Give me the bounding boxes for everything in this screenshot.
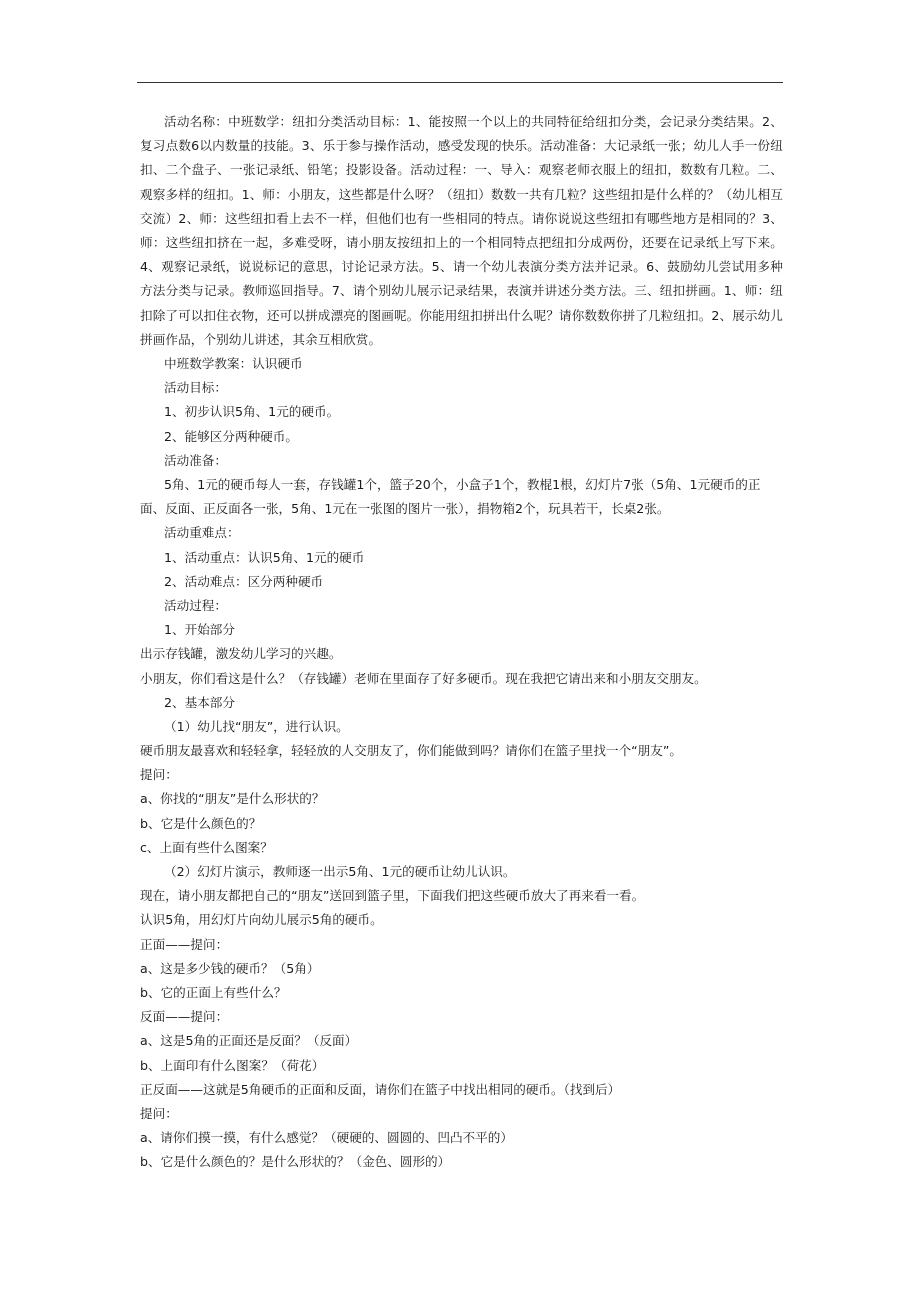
- text-line: c、上面有些什么图案？: [140, 839, 273, 855]
- text-line: a、你找的“朋友”是什么形状的？: [140, 791, 325, 807]
- text-line: b、它的正面上有些什么？: [140, 984, 287, 1000]
- intro-paragraph: 活动名称：中班数学：纽扣分类活动目标：1、能按照一个以上的共同特征给纽扣分类，会记录分类结果。2、复习点数6以内数量的技能。3、乐于参与操作活动，感受发现的快乐。活动准备：大记录纸一张；幼儿人手一份纽扣、二个盘子、一张记录纸、铅笔；投影设备。活动过程：一、导入：观察老师衣服上的纽扣，数数有几粒。二、观察多样的纽扣。1、师：小朋友，这些都是什么呀？（纽扣）数数一共有几粒？这些纽扣是什么样的？（幼儿相互交流）2、师：这些纽扣看上去不一样，但他们也有一些相同的特点。请你说说这些纽扣有哪些地方是相同的？3、师：这些纽扣挤在一起，多难受呀，请小朋友按纽扣上的一个相同特点把纽扣分成两份，还要在记录纸上写下来。4、观察记录纸，说说标记的意思，讨论记录方法。5、请一个幼儿表演分类方法并记录。6、鼓励幼儿尝试用多种方法分类与记录。教师巡回指导。7、请个别幼儿展示记录结果，表演并讲述分类方法。三、纽扣拼画。1、师：纽扣除了可以扣住衣物，还可以拼成漂亮的图画呢。你能用纽扣拼出什么呢？请你数数你拼了几粒纽扣。2、展示幼儿拼画作品，个别幼儿讲述，其余互相欣赏。: [140, 114, 783, 347]
- text-line: 正反面——这就是5角硬币的正面和反面，请你们在篮子中找出相同的硬币。（找到后）: [140, 1081, 621, 1097]
- text-line: （1）幼儿找“朋友”，进行认识。: [164, 718, 349, 734]
- lesson-title: 中班数学教案：认识硬币: [164, 356, 303, 372]
- text-line: 1、活动重点：认识5角、1元的硬币: [164, 549, 365, 565]
- text-line: 出示存钱罐，激发幼儿学习的兴趣。: [140, 646, 342, 662]
- document-body: [140, 110, 783, 1174]
- text-line: 2、活动难点：区分两种硬币: [164, 573, 324, 589]
- text-line: 现在，请小朋友都把自己的“朋友”送回到篮子里，下面我们把这些硬币放大了再来看一看。: [140, 888, 645, 904]
- text-line: 硬币朋友最喜欢和轻轻拿，轻轻放的人交朋友了，你们能做到吗？请你们在篮子里找一个“朋友”。: [140, 743, 682, 759]
- text-line: a、这是5角的正面还是反面？（反面）: [140, 1033, 358, 1049]
- text-line: a、这是多少钱的硬币？（5角）: [140, 960, 320, 976]
- text-line: 提问：: [140, 1105, 178, 1121]
- text-line: 小朋友，你们看这是什么？（存钱罐）老师在里面存了好多硬币。现在我把它请出来和小朋友交朋友。: [140, 670, 707, 686]
- text-line: a、请你们摸一摸，有什么感觉？（硬硬的、圆圆的、凹凸不平的）: [140, 1130, 513, 1146]
- text-line: b、上面印有什么图案？（荷花）: [140, 1057, 325, 1073]
- lesson-plan-lines: [140, 352, 783, 1174]
- text-line: b、它是什么颜色的？: [140, 815, 262, 831]
- text-line: 认识5角，用幻灯片向幼儿展示5角的硬币。: [140, 912, 383, 928]
- text-line: 正面——提问：: [140, 936, 229, 952]
- text-line: （2）幻灯片演示，教师逐一出示5角、1元的硬币让幼儿认识。: [164, 864, 516, 879]
- text-line: 2、基本部分: [164, 694, 235, 710]
- text-line: 1、开始部分: [164, 622, 235, 638]
- header-rule: [137, 82, 783, 83]
- text-line: 1、初步认识5角、1元的硬币。: [164, 404, 340, 420]
- text-line: 反面——提问：: [140, 1009, 229, 1025]
- section-heading: 活动目标：: [164, 380, 227, 396]
- text-line: 2、能够区分两种硬币。: [164, 428, 298, 444]
- section-heading: 活动过程：: [164, 597, 227, 613]
- section-heading: 活动重难点：: [164, 525, 240, 541]
- text-line: b、它是什么颜色的？是什么形状的？（金色、圆形的）: [140, 1154, 451, 1170]
- text-line: 提问：: [140, 767, 178, 783]
- section-heading: 活动准备：: [164, 452, 227, 468]
- materials-paragraph: 5角、1元的硬币每人一套，存钱罐1个，篮子20个，小盒子1个，教棍1根，幻灯片7张（5角、1元硬币的正面、反面、正反面各一张，5角、1元在一张图的图片一张），捐物箱2个，玩具若干，长桌2张。: [140, 476, 761, 517]
